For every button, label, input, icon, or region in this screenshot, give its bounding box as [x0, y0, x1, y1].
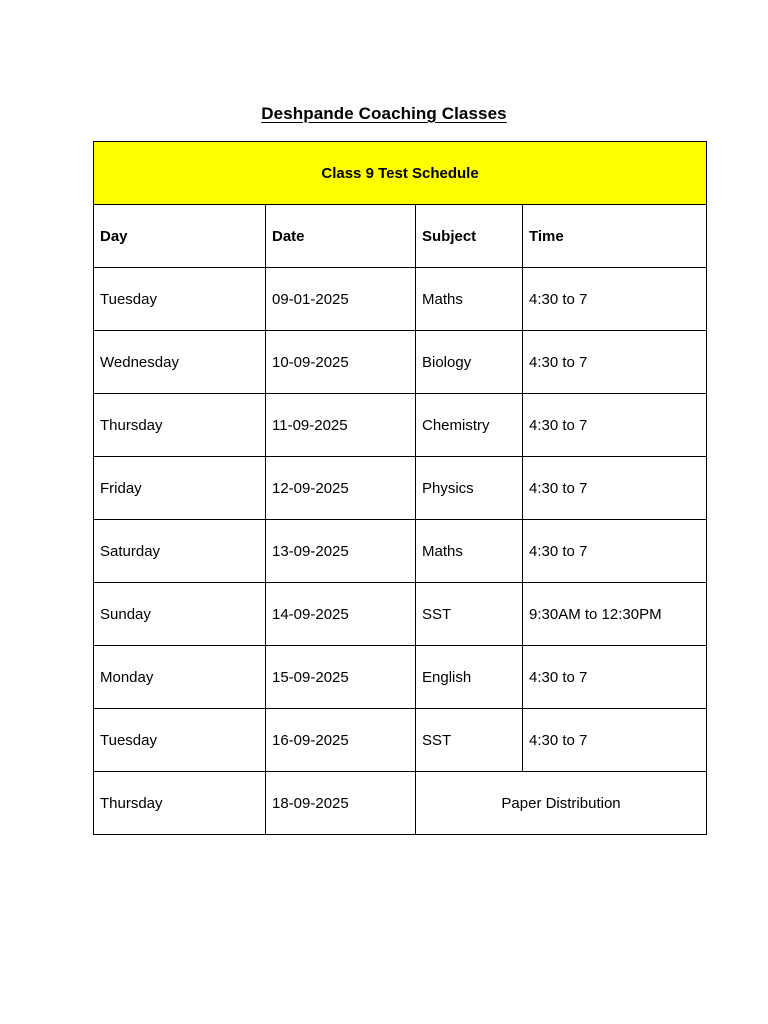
- cell-time: 4:30 to 7: [523, 520, 707, 583]
- cell-day: Saturday: [94, 520, 266, 583]
- cell-time: 4:30 to 7: [523, 709, 707, 772]
- column-header-row: [94, 205, 707, 268]
- table-heading: Class 9 Test Schedule: [94, 142, 707, 205]
- test-schedule-table: [93, 141, 707, 835]
- column-header-date: Date: [266, 205, 416, 268]
- table-row: [94, 268, 707, 331]
- document-title: Deshpande Coaching Classes: [261, 104, 507, 123]
- cell-time: 4:30 to 7: [523, 394, 707, 457]
- cell-day: Friday: [94, 457, 266, 520]
- cell-date: 13-09-2025: [266, 520, 416, 583]
- cell-subject: Maths: [416, 520, 523, 583]
- cell-time: 4:30 to 7: [523, 268, 707, 331]
- cell-subject: SST: [416, 709, 523, 772]
- column-header-subject: Subject: [416, 205, 523, 268]
- cell-date: 12-09-2025: [266, 457, 416, 520]
- table-row: [94, 709, 707, 772]
- cell-subject: Maths: [416, 268, 523, 331]
- table-heading-row: [94, 142, 707, 205]
- cell-subject: English: [416, 646, 523, 709]
- table-row: [94, 520, 707, 583]
- table-row-final: [94, 772, 707, 835]
- cell-time: 4:30 to 7: [523, 457, 707, 520]
- cell-date: 09-01-2025: [266, 268, 416, 331]
- table-row: [94, 646, 707, 709]
- cell-time: 4:30 to 7: [523, 646, 707, 709]
- cell-date: 16-09-2025: [266, 709, 416, 772]
- cell-date: 14-09-2025: [266, 583, 416, 646]
- cell-day: Tuesday: [94, 268, 266, 331]
- cell-day: Wednesday: [94, 331, 266, 394]
- cell-day: Tuesday: [94, 709, 266, 772]
- cell-date: 18-09-2025: [266, 772, 416, 835]
- cell-subject: Biology: [416, 331, 523, 394]
- cell-date: 15-09-2025: [266, 646, 416, 709]
- cell-subject: Chemistry: [416, 394, 523, 457]
- cell-time: 9:30AM to 12:30PM: [523, 583, 707, 646]
- cell-subject: SST: [416, 583, 523, 646]
- table-row: [94, 457, 707, 520]
- cell-subject: Physics: [416, 457, 523, 520]
- cell-day: Thursday: [94, 394, 266, 457]
- table-row: [94, 331, 707, 394]
- cell-day: Sunday: [94, 583, 266, 646]
- paper-distribution-cell: Paper Distribution: [416, 772, 707, 835]
- cell-date: 11-09-2025: [266, 394, 416, 457]
- cell-day: Thursday: [94, 772, 266, 835]
- cell-date: 10-09-2025: [266, 331, 416, 394]
- column-header-time: Time: [523, 205, 707, 268]
- table-row: [94, 394, 707, 457]
- column-header-day: Day: [94, 205, 266, 268]
- cell-day: Monday: [94, 646, 266, 709]
- cell-time: 4:30 to 7: [523, 331, 707, 394]
- table-row: [94, 583, 707, 646]
